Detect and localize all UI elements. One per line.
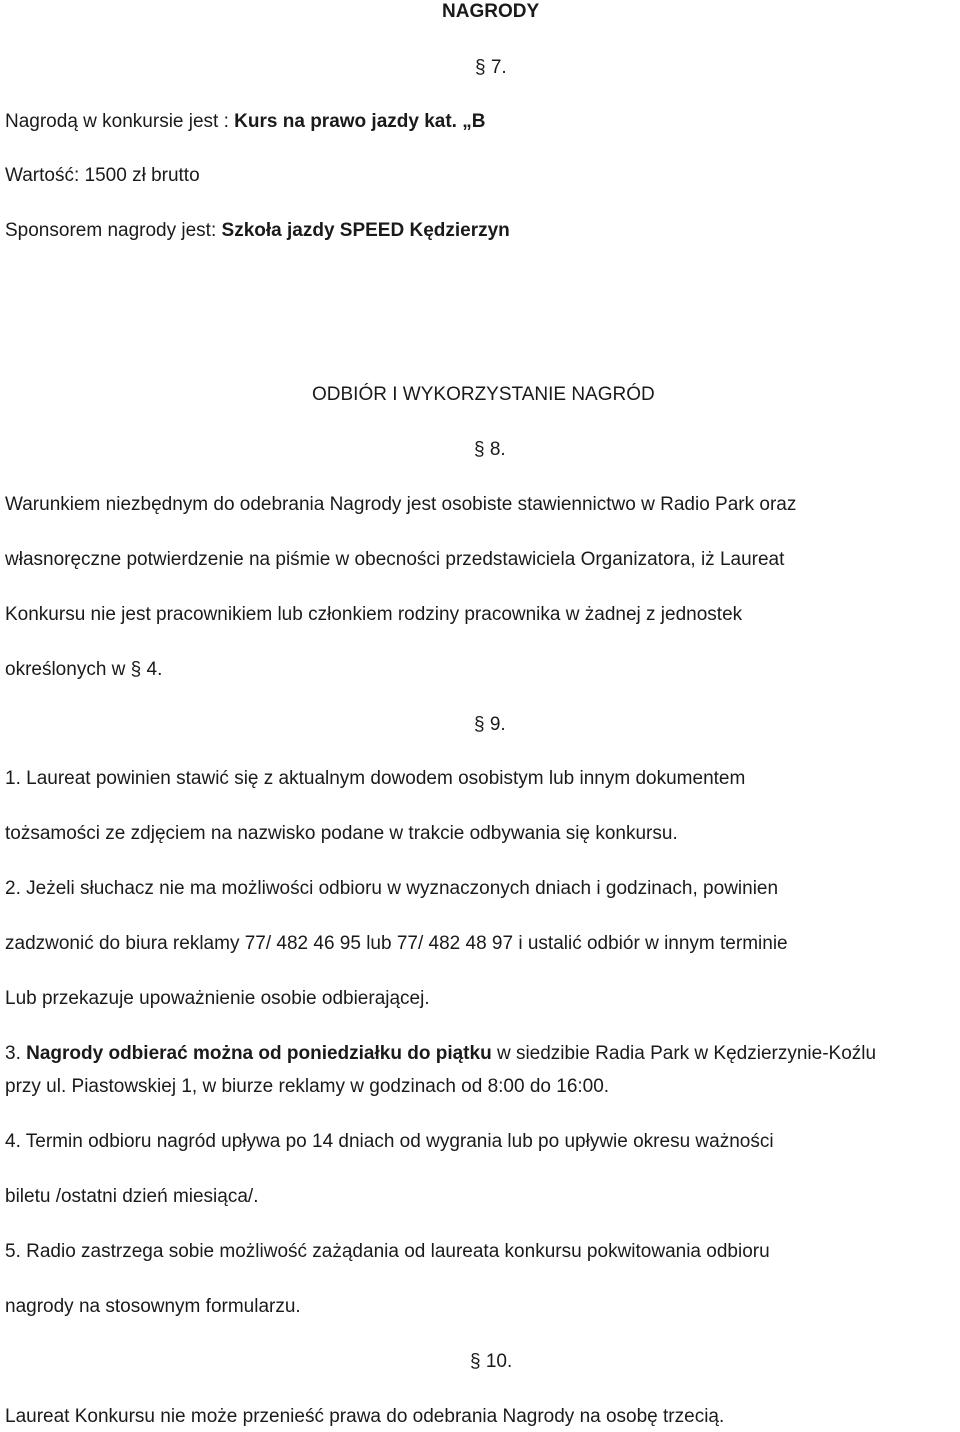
item-1-line: 1. Laureat powinien stawić się z aktualnym dowodem osobistym lub innym dokumentem	[5, 768, 746, 789]
paragraph-mark-9: § 9.	[474, 714, 506, 735]
item-4-line: biletu /ostatni dzień miesiąca/.	[5, 1186, 259, 1207]
item-4-line: 4. Termin odbioru nagród upływa po 14 dniach od wygrania lub po upływie okresu ważności	[5, 1131, 774, 1152]
item-5-line: 5. Radio zastrzega sobie możliwość zażądania od laureata konkursu pokwitowania odbioru	[5, 1241, 770, 1262]
paragraph-mark-10: § 10.	[470, 1351, 513, 1372]
item-3-line	[5, 1042, 876, 1066]
prize-line	[5, 110, 485, 134]
paragraph-mark-7: § 7.	[475, 57, 507, 78]
sponsor-prefix: Sponsorem nagrody jest:	[5, 220, 222, 241]
prize-value: Wartość: 1500 zł brutto	[5, 165, 200, 186]
item-5-line: nagrody na stosownym formularzu.	[5, 1296, 301, 1317]
item-3-line-2: przy ul. Piastowskiej 1, w biurze reklamy w godzinach od 8:00 do 16:00.	[5, 1076, 610, 1097]
item-1-line: tożsamości ze zdjęciem na nazwisko podane w trakcie odbywania się konkursu.	[5, 823, 678, 844]
section-heading-odbior: ODBIÓR I WYKORZYSTANIE NAGRÓD	[312, 384, 655, 405]
section-heading-nagrody: NAGRODY	[442, 1, 540, 22]
paragraph-8-line: Konkursu nie jest pracownikiem lub członkiem rodziny pracownika w żadnej z jednostek	[5, 604, 743, 625]
prize-name: Kurs na prawo jazdy kat. „B	[234, 111, 486, 132]
sponsor-name: Szkoła jazdy SPEED Kędzierzyn	[221, 220, 510, 241]
paragraph-8-line: własnoręczne potwierdzenie na piśmie w obecności przedstawiciela Organizatora, iż Laureat	[5, 549, 785, 570]
item-2-line: Lub przekazuje upoważnienie osobie odbierającej.	[5, 988, 430, 1009]
item-2-line: zadzwonić do biura reklamy 77/ 482 46 95 lub 77/ 482 48 97 i ustalić odbiór w innym terminie	[5, 933, 788, 954]
sponsor-line	[5, 219, 510, 243]
paragraph-10-text: Laureat Konkursu nie może przenieść prawa do odebrania Nagrody na osobę trzecią.	[5, 1406, 725, 1427]
prize-prefix: Nagrodą w konkursie jest :	[5, 111, 235, 132]
item-3-rest: w siedzibie Radia Park w Kędzierzynie-Koźlu	[491, 1043, 877, 1064]
paragraph-8-line: Warunkiem niezbędnym do odebrania Nagrody jest osobiste stawiennictwo w Radio Park oraz	[5, 494, 797, 515]
item-3-bold: Nagrody odbierać można od poniedziałku do piątku	[26, 1043, 492, 1064]
paragraph-8-line: określonych w § 4.	[5, 659, 163, 680]
paragraph-mark-8: § 8.	[474, 439, 506, 460]
item-2-line: 2. Jeżeli słuchacz nie ma możliwości odbioru w wyznaczonych dniach i godzinach, powinien	[5, 878, 779, 899]
item-3-number: 3.	[5, 1043, 27, 1064]
